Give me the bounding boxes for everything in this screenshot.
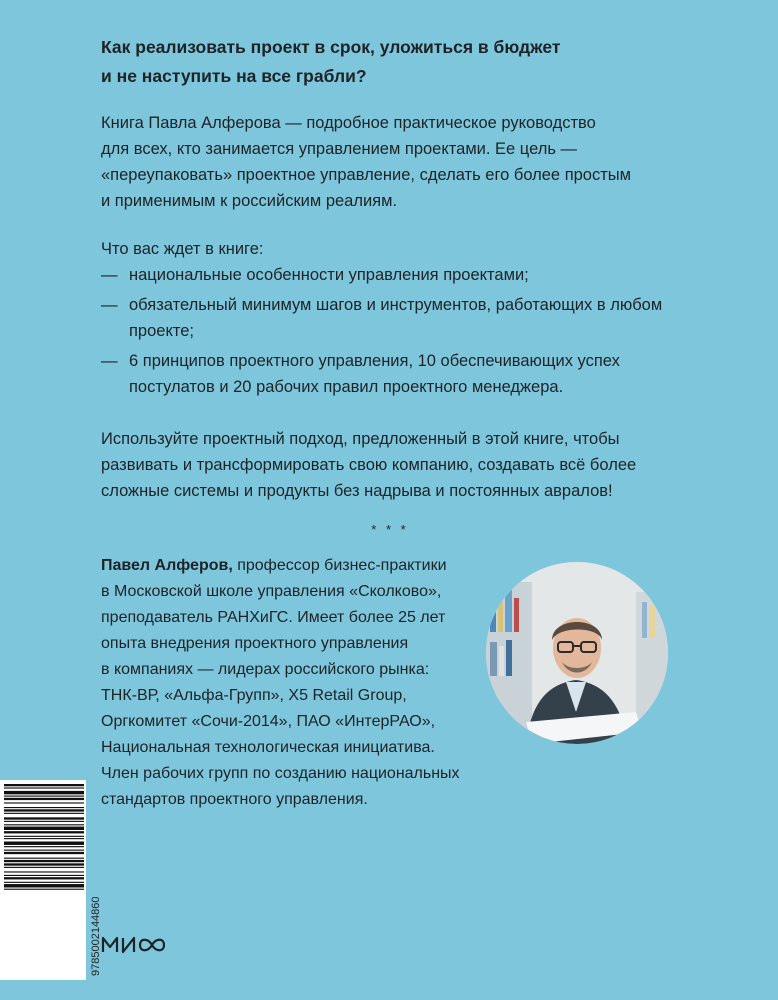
- barcode-bar: [4, 813, 84, 814]
- barcode-bar: [4, 877, 84, 879]
- barcode-bar: [4, 852, 84, 854]
- barcode-bar: [4, 882, 84, 883]
- headline-line: Как реализовать проект в срок, уложиться в бюджет: [101, 37, 561, 57]
- barcode-bar: [4, 850, 84, 851]
- list-item: — 6 принципов проектного управления, 10 обеспечивающих успех постулатов и 20 рабочих правил проектного менеджера.: [101, 348, 701, 400]
- barcode-bar: [4, 817, 84, 819]
- features-list: [101, 262, 701, 404]
- isbn-number: [88, 780, 102, 980]
- barcode-bar: [4, 796, 84, 797]
- barcode-bar: [4, 787, 84, 788]
- barcode-bar: [4, 863, 84, 865]
- list-item: — национальные особенности управления проектами;: [101, 262, 701, 288]
- author-name: Павел Алферов,: [101, 557, 233, 574]
- barcode-icon: [0, 780, 86, 980]
- intro-paragraph: Книга Павла Алферова — подробное практическое руководство для всех, кто занимается управлением проектами. Ее цель — «переупаковать» проектное управление, сделать его более простым и применимым к российским реалиям.: [101, 114, 631, 210]
- barcode-bar: [4, 842, 84, 845]
- barcode: [0, 780, 86, 980]
- dash-marker: —: [101, 266, 118, 284]
- barcode-bar: [4, 821, 84, 822]
- barcode-bar: [4, 867, 84, 868]
- barcode-bar: [4, 802, 84, 803]
- barcode-bar: [4, 871, 84, 872]
- dash-marker: —: [101, 352, 118, 370]
- section-separator: * * *: [371, 522, 409, 537]
- list-title: Что вас ждет в книге:: [101, 240, 264, 258]
- barcode-bar: [4, 836, 84, 837]
- closing-paragraph: Используйте проектный подход, предложенный в этой книге, чтобы развивать и трансформировать свою компанию, создавать всё более сложные системы и продукты без надрыва и постоянных авралов!: [101, 430, 637, 500]
- barcode-bar: [4, 807, 84, 808]
- headline: [101, 33, 661, 91]
- barcode-bar: [4, 798, 84, 800]
- barcode-bar: [4, 860, 84, 862]
- barcode-bar: [4, 809, 84, 811]
- barcode-bar: [4, 889, 84, 890]
- headline-line: и не наступить на все грабли?: [101, 66, 367, 86]
- barcode-bar: [4, 875, 84, 876]
- barcode-bar: [4, 791, 84, 794]
- publisher-logo: [101, 932, 165, 956]
- barcode-bar: [4, 824, 84, 825]
- barcode-bar: [4, 831, 84, 833]
- author-bio: Павел Алферов, профессор бизнес-практики в Московской школе управления «Сколково», преподаватель РАНХиГС. Имеет более 25 лет опыта внедрения проектного управления в компаниях — лидерах российского рынка: ТНК-ВР, «Альфа-Групп», X5 Retail Group, Оргкомитет «Сочи-2014», ПАО «ИнтерРАО», Национальная технологическая инициатива. Член рабочих групп по созданию национальных стандартов проектного управления.: [101, 557, 460, 808]
- mif-logo-icon: [101, 932, 165, 956]
- barcode-bar: [4, 784, 84, 786]
- isbn-text: 9785002144860: [90, 896, 102, 976]
- author-photo-icon: [486, 562, 668, 744]
- list-item: — обязательный минимум шагов и инструментов, работающих в любом проекте;: [101, 292, 701, 344]
- barcode-bar: [4, 858, 84, 859]
- barcode-bar: [4, 884, 84, 887]
- dash-marker: —: [101, 296, 118, 314]
- author-portrait: [486, 562, 668, 744]
- barcode-bar: [4, 846, 84, 847]
- barcode-bar: [4, 838, 84, 839]
- barcode-bar: [4, 827, 84, 830]
